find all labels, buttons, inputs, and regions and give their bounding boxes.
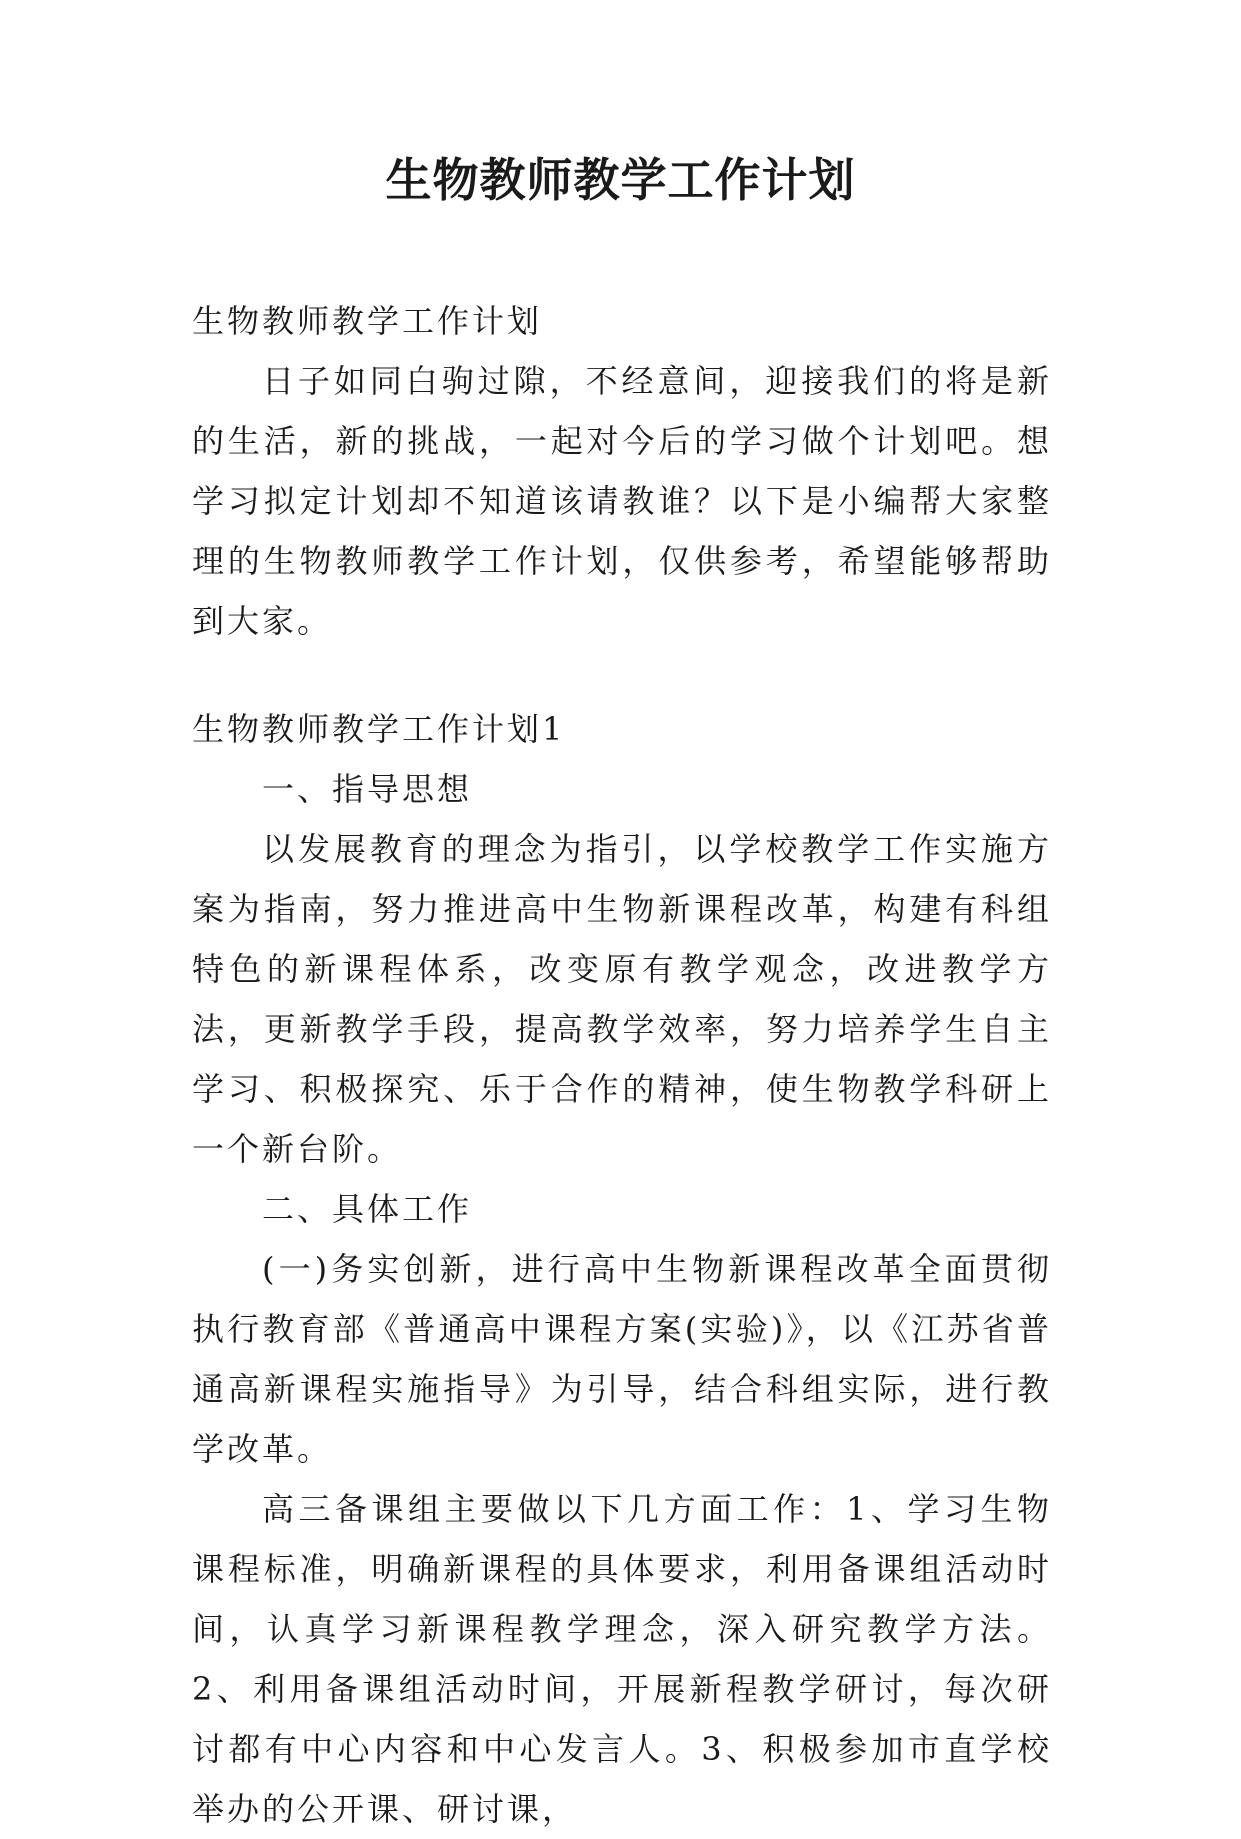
document-title: 生物教师教学工作计划	[385, 153, 856, 207]
subtitle-paragraph: 生物教师教学工作计划	[192, 302, 543, 340]
body-paragraph: 高三备课组主要做以下几方面工作：1、学习生物课程标准，明确新课程的具体要求，利用备课组活动时间，认真学习新课程教学理念，深入研究教学方法。2、利用备课组活动时间，开展新程教学研讨，每次研讨都有中心内容和中心发言人。3、积极参加市直学校举办的公开课、研讨课，	[192, 1490, 1052, 1828]
subsection-heading: 一、指导思想	[262, 770, 473, 808]
document-body	[192, 291, 1052, 1839]
intro-paragraph: 日子如同白驹过隙，不经意间，迎接我们的将是新的生活，新的挑战，一起对今后的学习做个计划吧。想学习拟定计划却不知道该请教谁？以下是小编帮大家整理的生物教师教学工作计划，仅供参考，希望能够帮助到大家。	[192, 362, 1052, 640]
subsection-heading: 二、具体工作	[262, 1190, 473, 1228]
body-paragraph: (一)务实创新，进行高中生物新课程改革全面贯彻执行教育部《普通高中课程方案(实验)》，以《江苏省普通高新课程实施指导》为引导，结合科组实际，进行教学改革。	[192, 1250, 1052, 1468]
body-paragraph: 以发展教育的理念为指引，以学校教学工作实施方案为指南，努力推进高中生物新课程改革，构建有科组特色的新课程体系，改变原有教学观念，改进教学方法，更新教学手段，提高教学效率，努力培养学生自主学习、积极探究、乐于合作的精神，使生物教学科研上一个新台阶。	[192, 830, 1052, 1168]
section-heading: 生物教师教学工作计划1	[192, 710, 566, 748]
